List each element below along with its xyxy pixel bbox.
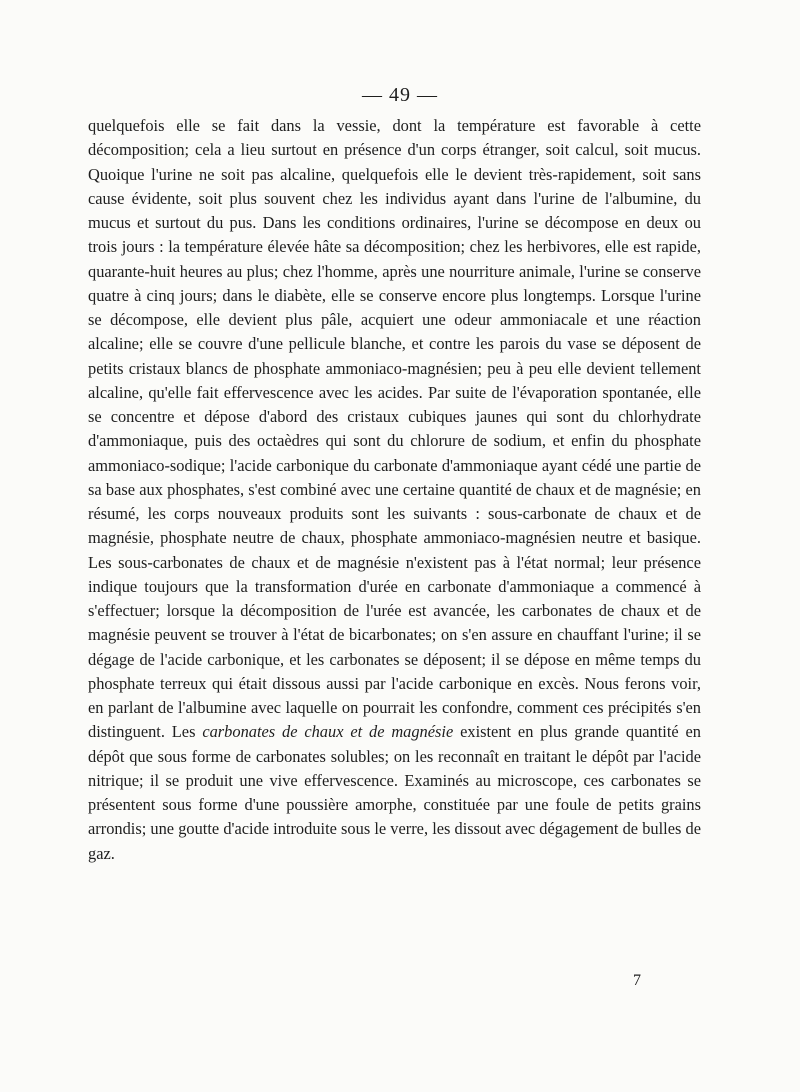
italic-phrase: carbonates de chaux et de magnésie <box>202 722 454 742</box>
body-paragraph <box>88 114 701 866</box>
signature-mark: 7 <box>633 972 641 989</box>
page-number: — 49 — <box>362 84 438 106</box>
body-text-part-1: quelquefois elle se fait dans la vessie, dont la température est favorable à cette décomposition; cela a lieu surtout en présence d'un corps étranger, soit calcul, soit mucus. Quoique l'urine ne soit pas alcaline, quelquefois elle le devient très-rapidement, soit sans cause évidente, soit plus souvent chez les individus ayant dans l'urine de l'albumine, du mucus et surtout du pus. Dans les conditions ordinaires, l'urine se décompose en deux ou trois jours : la température élevée hâte sa décomposition; chez les herbivores, elle est rapide, quarante-huit heures au plus; chez l'homme, après une nourriture animale, l'urine se conserve quatre à cinq jours; dans le diabète, elle se conserve encore plus longtemps. Lorsque l'urine se décompose, elle devient plus pâle, acquiert une odeur ammoniacale et une réaction alcaline; elle se couvre d'une pellicule blanche, et contre les parois du vase se déposent de petits cristaux blancs de phosphate ammoniaco-magnésien; peu à peu elle devient tellement alcaline, qu'elle fait effervescence avec les acides. Par suite de l'évaporation spontanée, elle se concentre et dépose d'abord des cristaux cubiques jaunes qui sont du chlorhydrate d'ammoniaque, puis des octaèdres qui sont du chlorure de sodium, et enfin du phosphate ammoniaco-sodique; l'acide carbonique du carbonate d'ammoniaque ayant cédé une partie de sa base aux phosphates, s'est combiné avec une certaine quantité de chaux et de magnésie; en résumé, les corps nouveaux produits sont les suivants : sous-carbonate de chaux et de magnésie, phosphate neutre de chaux, phosphate ammoniaco-magnésien neutre et basique. Les sous-carbonates de chaux et de magnésie n'existent pas à l'état normal; leur présence indique toujours que la transformation d'urée en carbonate d'ammoniaque a commencé à s'effectuer; lorsque la décomposition de l'urée est avancée, les carbonates de chaux et de magnésie peuvent se trouver à l'état de bicarbonates; on s'en assure en chauffant l'urine; il se dégage de l'acide carbonique, et les carbonates se déposent; il se dépose en même temps du phosphate terreux qui était dissous aussi par l'acide carbonique en excès. Nous ferons voir, en parlant de l'albumine avec laquelle on pourrait les confondre, comment ces précipités s'en distinguent. Les <box>88 116 701 742</box>
body-text-part-2: existent en plus grande quantité en dépôt que sous forme de carbonates solubles; on les reconnaît en traitant le dépôt par l'acide nitrique; il se produit une vive effervescence. Examinés au microscope, ces carbonates se présentent sous forme d'une poussière amorphe, constituée par une foule de petits grains arrondis; une goutte d'acide introduite sous le verre, les dissout avec dégagement de bulles de gaz. <box>88 722 702 863</box>
